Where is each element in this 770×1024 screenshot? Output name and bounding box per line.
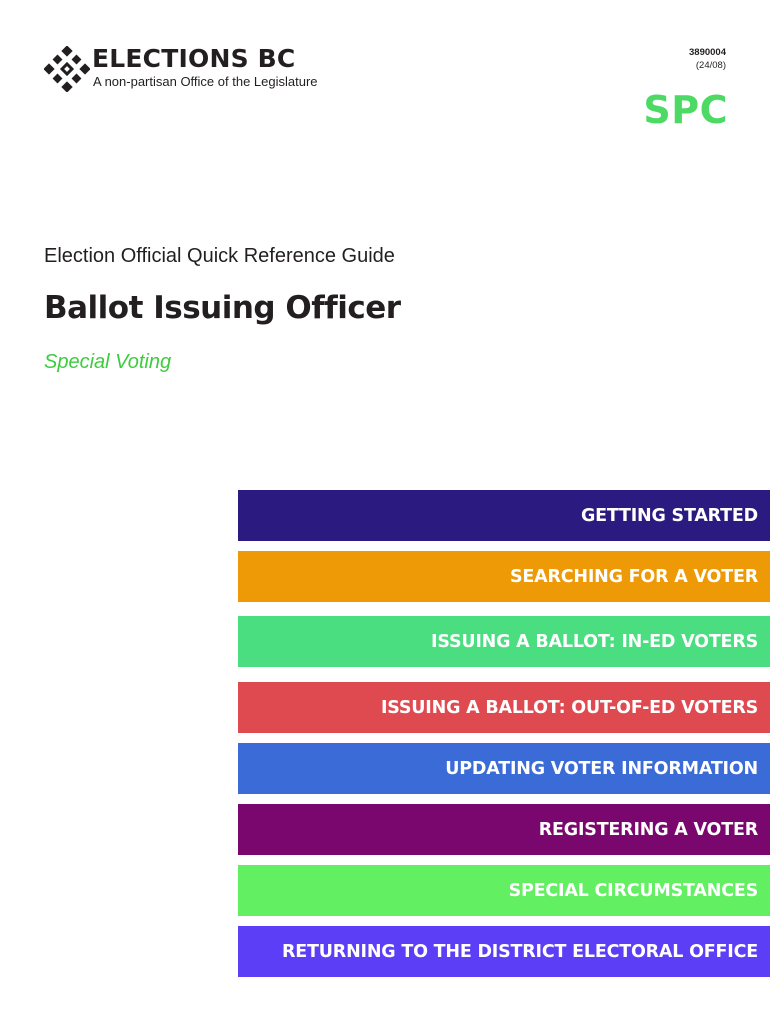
guide-variant: Special Voting <box>44 351 172 373</box>
tab-getting-started[interactable] <box>238 490 770 541</box>
tab-label: SEARCHING FOR A VOTER <box>510 566 758 587</box>
form-number-block <box>689 46 726 72</box>
tab-special-circumstances[interactable] <box>238 865 770 916</box>
form-date: (24/08) <box>695 60 726 71</box>
form-code: SPC <box>643 88 728 132</box>
guide-subtitle: Election Official Quick Reference Guide <box>44 245 395 267</box>
tab-label: RETURNING TO THE DISTRICT ELECTORAL OFFICE <box>282 941 758 962</box>
tab-issuing-ballot-in-ed[interactable] <box>238 616 770 667</box>
tab-label: GETTING STARTED <box>580 505 758 526</box>
elections-bc-emblem-icon <box>44 46 90 92</box>
tab-issuing-ballot-out-of-ed[interactable] <box>238 682 770 733</box>
tab-label: ISSUING A BALLOT: OUT-OF-ED VOTERS <box>380 697 758 718</box>
tab-label: REGISTERING A VOTER <box>538 819 758 840</box>
page-title: Ballot Issuing Officer <box>44 290 401 326</box>
logo-tagline: A non-partisan Office of the Legislature <box>93 74 318 89</box>
tab-label: SPECIAL CIRCUMSTANCES <box>508 880 758 901</box>
tab-registering-a-voter[interactable] <box>238 804 770 855</box>
tab-updating-voter-information[interactable] <box>238 743 770 794</box>
tab-label: UPDATING VOTER INFORMATION <box>445 758 758 779</box>
form-number: 3890004 <box>689 47 726 58</box>
tab-searching-for-a-voter[interactable] <box>238 551 770 602</box>
elections-bc-logo <box>44 44 344 94</box>
tab-returning-to-district-electoral-office[interactable] <box>238 926 770 977</box>
logo-name: ELECTIONS BC <box>92 44 296 73</box>
tab-label: ISSUING A BALLOT: IN-ED VOTERS <box>431 631 758 652</box>
